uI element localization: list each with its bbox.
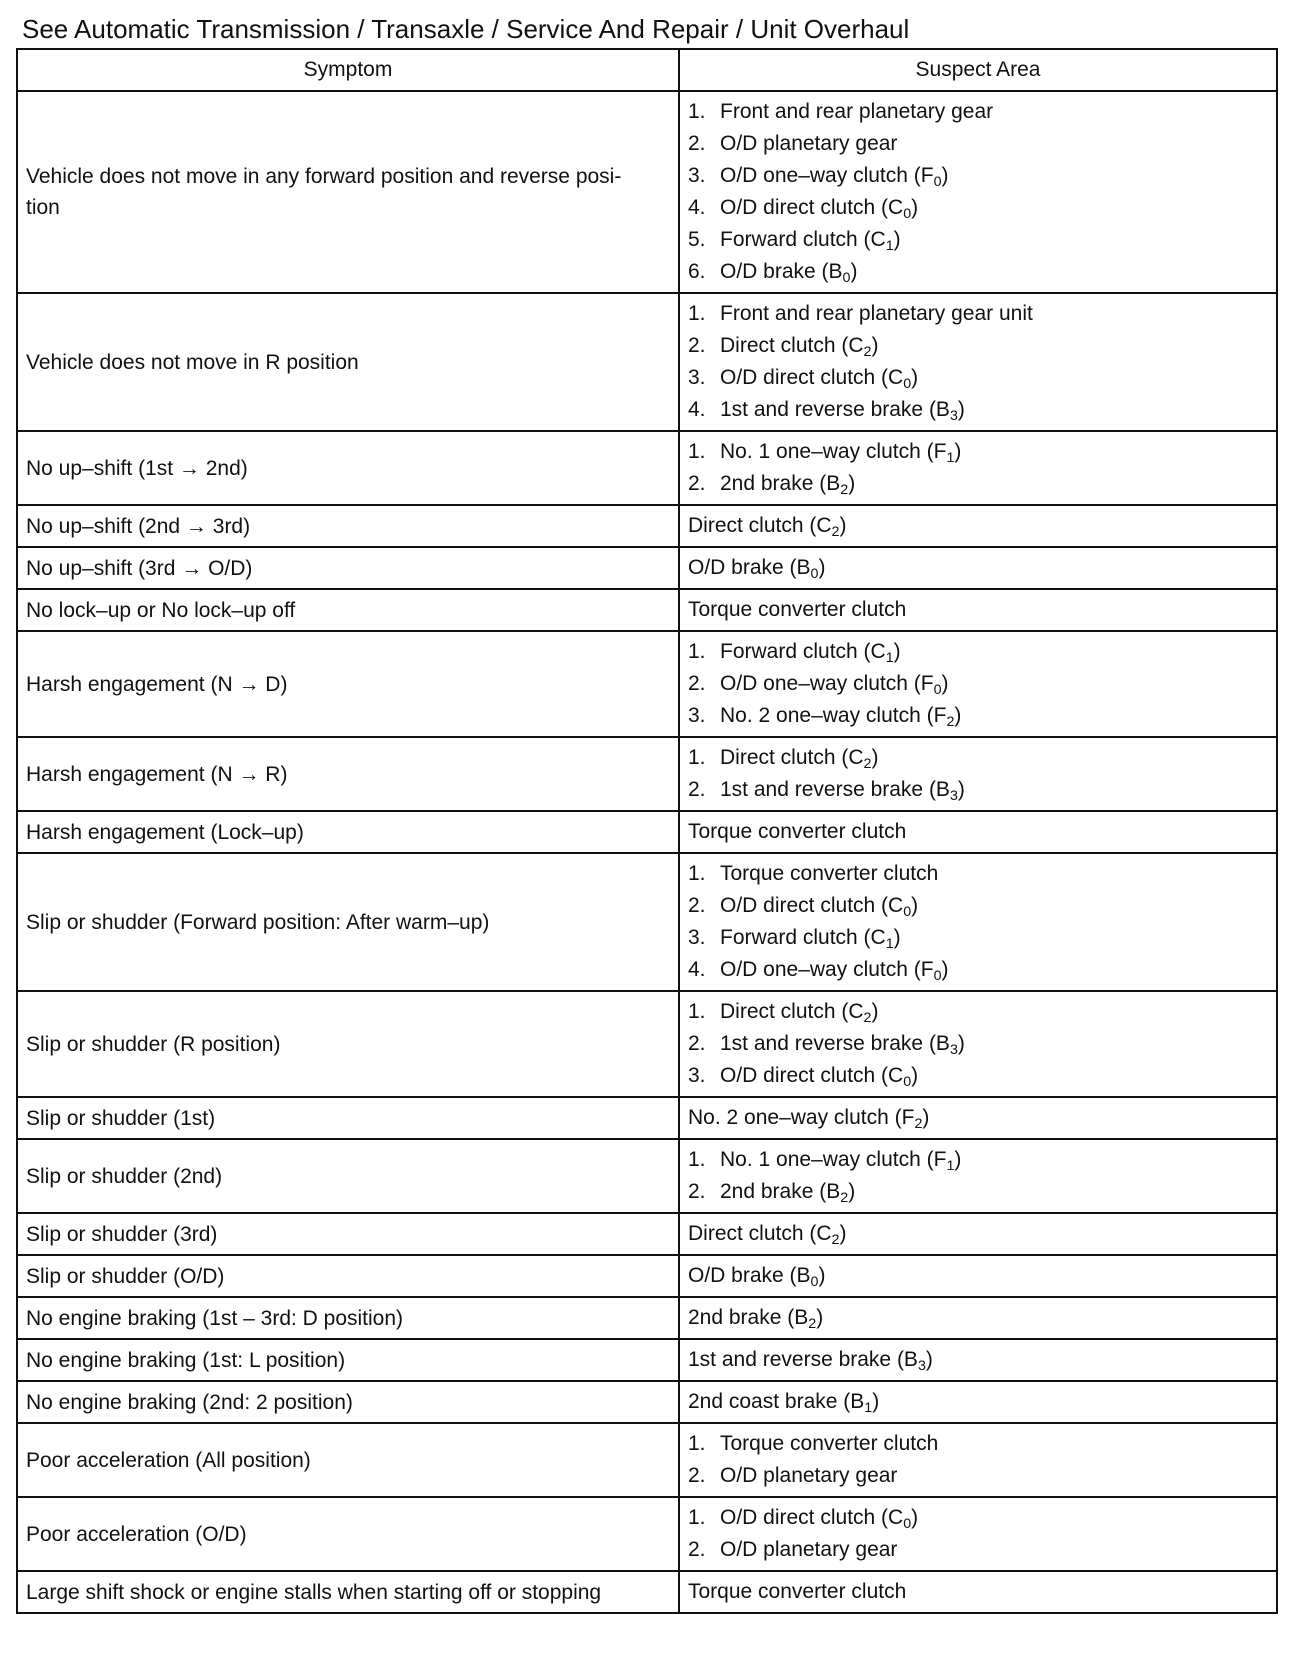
suspect-item	[688, 890, 1268, 922]
suspect-item	[688, 192, 1268, 224]
item-text: Direct clutch (C	[720, 334, 864, 357]
item-number: 1.	[688, 1148, 706, 1171]
item-text: Torque converter clutch	[688, 820, 907, 843]
suspect-item	[688, 256, 1268, 288]
item-number: 4.	[688, 958, 706, 981]
item-text: Torque converter clutch	[688, 598, 907, 621]
suspect-area-cell	[679, 1339, 1277, 1381]
item-text-suffix: )	[818, 1264, 826, 1287]
suspect-item	[688, 1460, 1268, 1492]
table-row	[17, 811, 1277, 853]
item-number: 4.	[688, 196, 706, 219]
item-text-suffix: )	[954, 704, 962, 727]
suspect-area-cell	[679, 1381, 1277, 1423]
suspect-item	[688, 996, 1268, 1028]
symptom-text: Poor acceleration (All position)	[26, 1448, 311, 1472]
item-subscript: 2	[863, 755, 872, 772]
suspect-item	[688, 1502, 1268, 1534]
item-text-suffix: )	[839, 1222, 847, 1245]
suspect-item	[688, 330, 1268, 362]
suspect-item	[688, 298, 1268, 330]
item-subscript: 2	[831, 523, 840, 540]
symptom-text: Harsh engagement (N → R)	[26, 762, 288, 786]
suspect-area-cell	[679, 1571, 1277, 1613]
item-text-suffix: )	[818, 556, 826, 579]
item-number: 2.	[688, 1538, 706, 1561]
symptom-text: Slip or shudder (R position)	[26, 1032, 281, 1056]
table-row	[17, 1423, 1277, 1497]
suspect-item	[688, 1218, 1268, 1250]
item-text-suffix: )	[848, 1180, 856, 1203]
item-text: O/D direct clutch (C	[720, 894, 904, 917]
symptom-cell	[17, 811, 679, 853]
item-text-suffix: )	[871, 334, 879, 357]
symptom-text: Harsh engagement (Lock–up)	[26, 820, 304, 844]
symptom-cell	[17, 1139, 679, 1213]
item-subscript: 2	[808, 1315, 817, 1332]
table-row	[17, 991, 1277, 1097]
symptom-text: No lock–up or No lock–up off	[26, 598, 296, 622]
item-number: 3.	[688, 926, 706, 949]
item-text: 2nd coast brake (B	[688, 1390, 865, 1413]
item-subscript: 1	[946, 1157, 955, 1174]
item-number: 2.	[688, 472, 706, 495]
suspect-item	[688, 224, 1268, 256]
item-number: 1.	[688, 1432, 706, 1455]
item-subscript: 0	[903, 1073, 912, 1090]
item-subscript: 2	[840, 1189, 849, 1206]
item-number: 1.	[688, 100, 706, 123]
item-text-suffix: )	[911, 894, 919, 917]
symptom-cell	[17, 1213, 679, 1255]
item-text-suffix: )	[871, 746, 879, 769]
item-number: 2.	[688, 1032, 706, 1055]
table-row	[17, 91, 1277, 293]
symptom-text: No engine braking (1st – 3rd: D position)	[26, 1306, 404, 1330]
item-subscript: 2	[831, 1231, 840, 1248]
item-text: No. 2 one–way clutch (F	[720, 704, 947, 727]
table-row	[17, 1255, 1277, 1297]
item-text: 1st and reverse brake (B	[720, 398, 950, 421]
item-number: 1.	[688, 302, 706, 325]
suspect-area-cell	[679, 1297, 1277, 1339]
item-text: O/D one–way clutch (F	[720, 672, 934, 695]
item-text: 1st and reverse brake (B	[688, 1348, 918, 1371]
suspect-area-cell	[679, 1213, 1277, 1255]
suspect-item	[688, 96, 1268, 128]
symptom-cell	[17, 1255, 679, 1297]
suspect-item	[688, 700, 1268, 732]
item-subscript: 1	[946, 449, 955, 466]
symptom-text: Poor acceleration (O/D)	[26, 1522, 247, 1546]
item-subscript: 2	[863, 1009, 872, 1026]
item-subscript: 2	[840, 481, 849, 498]
item-subscript: 0	[842, 269, 851, 286]
item-text: 2nd brake (B	[720, 1180, 841, 1203]
symptom-text: No engine braking (2nd: 2 position)	[26, 1390, 353, 1414]
item-text: Forward clutch (C	[720, 640, 886, 663]
item-text-suffix: )	[954, 440, 962, 463]
suspect-area-cell	[679, 1097, 1277, 1139]
item-number: 1.	[688, 1000, 706, 1023]
item-text: O/D planetary gear	[720, 1464, 898, 1487]
suspect-item	[688, 1144, 1268, 1176]
item-text-suffix: )	[957, 1032, 965, 1055]
symptom-text: No engine braking (1st: L position)	[26, 1348, 346, 1372]
item-text-suffix: )	[911, 366, 919, 389]
item-text: Forward clutch (C	[720, 228, 886, 251]
symptom-cell	[17, 737, 679, 811]
item-number: 4.	[688, 398, 706, 421]
suspect-item	[688, 510, 1268, 542]
suspect-area-cell	[679, 811, 1277, 853]
item-text: Direct clutch (C	[688, 514, 832, 537]
table-row	[17, 547, 1277, 589]
item-subscript: 0	[903, 1515, 912, 1532]
item-text-suffix: )	[893, 640, 901, 663]
symptom-text: Slip or shudder (3rd)	[26, 1222, 218, 1246]
item-text: 1st and reverse brake (B	[720, 778, 950, 801]
suspect-item	[688, 394, 1268, 426]
symptom-cell	[17, 505, 679, 547]
item-text: 1st and reverse brake (B	[720, 1032, 950, 1055]
item-text: 2nd brake (B	[688, 1306, 809, 1329]
item-text: Direct clutch (C	[720, 746, 864, 769]
item-subscript: 0	[810, 565, 819, 582]
suspect-item	[688, 668, 1268, 700]
table-row	[17, 505, 1277, 547]
item-number: 1.	[688, 640, 706, 663]
symptom-text: Large shift shock or engine stalls when starting off or stopping	[26, 1580, 602, 1604]
item-number: 2.	[688, 132, 706, 155]
symptom-cell	[17, 1571, 679, 1613]
item-text-suffix: )	[941, 672, 949, 695]
item-text-suffix: )	[816, 1306, 824, 1329]
symptom-text: Vehicle does not move in any forward position and reverse posi- tion	[26, 165, 622, 219]
item-text: O/D planetary gear	[720, 132, 898, 155]
suspect-item	[688, 1344, 1268, 1376]
suspect-item	[688, 1260, 1268, 1292]
item-subscript: 2	[863, 343, 872, 360]
symptom-cell	[17, 1339, 679, 1381]
item-number: 2.	[688, 894, 706, 917]
item-text: No. 2 one–way clutch (F	[688, 1106, 915, 1129]
item-subscript: 0	[933, 681, 942, 698]
item-text: Front and rear planetary gear	[720, 100, 994, 123]
suspect-item	[688, 922, 1268, 954]
symptom-cell	[17, 1297, 679, 1339]
item-text-suffix: )	[941, 164, 949, 187]
item-subscript: 0	[933, 173, 942, 190]
item-text-suffix: )	[871, 1000, 879, 1023]
item-text-suffix: )	[872, 1390, 880, 1413]
suspect-area-cell	[679, 505, 1277, 547]
suspect-item	[688, 774, 1268, 806]
item-subscript: 1	[864, 1399, 873, 1416]
item-subscript: 3	[949, 1041, 958, 1058]
symptom-cell	[17, 431, 679, 505]
suspect-item	[688, 858, 1268, 890]
symptom-text: No up–shift (3rd → O/D)	[26, 556, 253, 580]
item-subscript: 0	[903, 375, 912, 392]
item-text-suffix: )	[839, 514, 847, 537]
suspect-area-cell	[679, 991, 1277, 1097]
item-number: 2.	[688, 778, 706, 801]
suspect-item	[688, 1176, 1268, 1208]
item-text: Direct clutch (C	[720, 1000, 864, 1023]
item-text-suffix: )	[911, 1064, 919, 1087]
item-subscript: 2	[946, 713, 955, 730]
symptom-text: Vehicle does not move in R position	[26, 350, 359, 374]
column-header-suspect-area: Suspect Area	[679, 49, 1277, 91]
suspect-item	[688, 594, 1268, 626]
item-number: 3.	[688, 164, 706, 187]
suspect-area-cell	[679, 431, 1277, 505]
item-text: Torque converter clutch	[688, 1580, 907, 1603]
item-number: 1.	[688, 1506, 706, 1529]
item-subscript: 0	[810, 1273, 819, 1290]
item-subscript: 1	[885, 237, 894, 254]
suspect-area-cell	[679, 589, 1277, 631]
suspect-item	[688, 1060, 1268, 1092]
symptom-text: No up–shift (1st → 2nd)	[26, 456, 248, 480]
table-row	[17, 631, 1277, 737]
table-row	[17, 1497, 1277, 1571]
symptom-text: Slip or shudder (Forward position: After warm–up)	[26, 910, 490, 934]
item-text-suffix: )	[954, 1148, 962, 1171]
symptom-cell	[17, 293, 679, 431]
item-subscript: 3	[949, 407, 958, 424]
item-number: 1.	[688, 440, 706, 463]
item-number: 1.	[688, 746, 706, 769]
item-text: Torque converter clutch	[720, 862, 939, 885]
item-text: O/D brake (B	[720, 260, 843, 283]
item-number: 2.	[688, 1464, 706, 1487]
item-text-suffix: )	[893, 926, 901, 949]
suspect-item	[688, 552, 1268, 584]
item-number: 3.	[688, 1064, 706, 1087]
suspect-item	[688, 128, 1268, 160]
item-text: O/D planetary gear	[720, 1538, 898, 1561]
suspect-area-cell	[679, 293, 1277, 431]
table-header-row	[17, 49, 1277, 91]
item-number: 5.	[688, 228, 706, 251]
suspect-item	[688, 468, 1268, 500]
item-text: O/D one–way clutch (F	[720, 958, 934, 981]
suspect-item	[688, 636, 1268, 668]
table-row	[17, 1139, 1277, 1213]
item-text-suffix: )	[848, 472, 856, 495]
symptom-cell	[17, 853, 679, 991]
table-row	[17, 853, 1277, 991]
item-subscript: 2	[914, 1115, 923, 1132]
suspect-item	[688, 1302, 1268, 1334]
item-subscript: 0	[903, 903, 912, 920]
table-row	[17, 431, 1277, 505]
item-text: O/D brake (B	[688, 556, 811, 579]
table-row	[17, 1571, 1277, 1613]
item-subscript: 1	[885, 935, 894, 952]
page-heading: See Automatic Transmission / Transaxle / Service And Repair / Unit Overhaul	[22, 14, 910, 44]
suspect-item	[688, 1386, 1268, 1418]
item-subscript: 0	[903, 205, 912, 222]
suspect-item	[688, 362, 1268, 394]
item-subscript: 3	[917, 1357, 926, 1374]
item-text: O/D direct clutch (C	[720, 196, 904, 219]
item-text-suffix: )	[893, 228, 901, 251]
suspect-item	[688, 1102, 1268, 1134]
item-text-suffix: )	[911, 1506, 919, 1529]
table-row	[17, 589, 1277, 631]
item-number: 3.	[688, 704, 706, 727]
symptom-text: Slip or shudder (O/D)	[26, 1264, 225, 1288]
item-text-suffix: )	[911, 196, 919, 219]
suspect-item	[688, 160, 1268, 192]
suspect-item	[688, 1576, 1268, 1608]
table-row	[17, 1213, 1277, 1255]
symptom-cell	[17, 1497, 679, 1571]
item-text-suffix: )	[941, 958, 949, 981]
suspect-item	[688, 436, 1268, 468]
suspect-area-cell	[679, 1423, 1277, 1497]
suspect-area-cell	[679, 737, 1277, 811]
table-row	[17, 1297, 1277, 1339]
diagnosis-table	[16, 48, 1278, 1614]
symptom-cell	[17, 631, 679, 737]
suspect-item	[688, 1028, 1268, 1060]
item-text: Direct clutch (C	[688, 1222, 832, 1245]
item-text-suffix: )	[922, 1106, 930, 1129]
item-text: O/D direct clutch (C	[720, 1064, 904, 1087]
table-row	[17, 737, 1277, 811]
item-text-suffix: )	[957, 778, 965, 801]
table-row	[17, 1381, 1277, 1423]
suspect-item	[688, 1534, 1268, 1566]
item-text-suffix: )	[957, 398, 965, 421]
symptom-text: Slip or shudder (2nd)	[26, 1164, 223, 1188]
symptom-cell	[17, 991, 679, 1097]
symptom-cell	[17, 91, 679, 293]
item-number: 1.	[688, 862, 706, 885]
suspect-item	[688, 1428, 1268, 1460]
item-subscript: 0	[933, 967, 942, 984]
symptom-text: Slip or shudder (1st)	[26, 1106, 216, 1130]
item-text: O/D direct clutch (C	[720, 366, 904, 389]
item-text: No. 1 one–way clutch (F	[720, 1148, 947, 1171]
suspect-item	[688, 954, 1268, 986]
item-number: 2.	[688, 672, 706, 695]
suspect-area-cell	[679, 1139, 1277, 1213]
item-number: 3.	[688, 366, 706, 389]
item-text: O/D direct clutch (C	[720, 1506, 904, 1529]
symptom-text: Harsh engagement (N → D)	[26, 672, 288, 696]
suspect-item	[688, 742, 1268, 774]
item-text: Forward clutch (C	[720, 926, 886, 949]
symptom-cell	[17, 547, 679, 589]
item-text: O/D brake (B	[688, 1264, 811, 1287]
suspect-area-cell	[679, 91, 1277, 293]
suspect-area-cell	[679, 1497, 1277, 1571]
table-row	[17, 1339, 1277, 1381]
column-header-symptom: Symptom	[17, 49, 679, 91]
suspect-area-cell	[679, 1255, 1277, 1297]
item-text-suffix: )	[925, 1348, 933, 1371]
item-text: Front and rear planetary gear unit	[720, 302, 1033, 325]
item-subscript: 1	[885, 649, 894, 666]
item-text: No. 1 one–way clutch (F	[720, 440, 947, 463]
suspect-area-cell	[679, 631, 1277, 737]
item-text: Torque converter clutch	[720, 1432, 939, 1455]
table-body	[17, 91, 1277, 1613]
item-number: 6.	[688, 260, 706, 283]
item-subscript: 3	[949, 787, 958, 804]
item-text-suffix: )	[850, 260, 858, 283]
table-row	[17, 1097, 1277, 1139]
suspect-item	[688, 816, 1268, 848]
item-number: 2.	[688, 1180, 706, 1203]
suspect-area-cell	[679, 853, 1277, 991]
symptom-cell	[17, 589, 679, 631]
item-number: 2.	[688, 334, 706, 357]
symptom-text: No up–shift (2nd → 3rd)	[26, 514, 251, 538]
symptom-cell	[17, 1423, 679, 1497]
suspect-area-cell	[679, 547, 1277, 589]
symptom-cell	[17, 1097, 679, 1139]
item-text: 2nd brake (B	[720, 472, 841, 495]
table-row	[17, 293, 1277, 431]
item-text: O/D one–way clutch (F	[720, 164, 934, 187]
symptom-cell	[17, 1381, 679, 1423]
